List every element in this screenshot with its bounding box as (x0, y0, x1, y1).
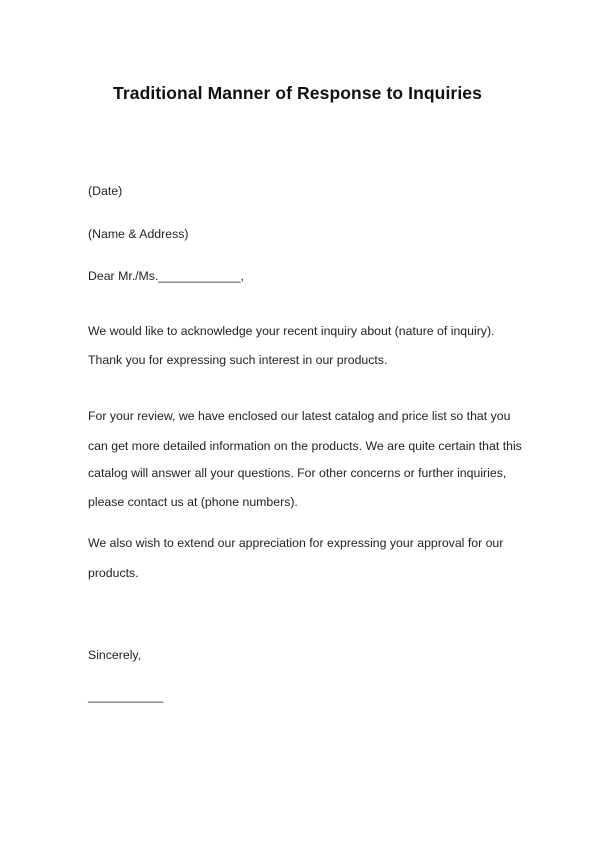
paragraph-2-line-1: For your review, we have enclosed our latest catalog and price list so that you (88, 409, 511, 423)
closing-line: Sincerely, (88, 648, 142, 662)
paragraph-2-line-3: catalog will answer all your questions. For other concerns or further inquiries, (88, 466, 507, 480)
date-line: (Date) (88, 184, 123, 198)
paragraph-2-line-2: can get more detailed information on the products. We are quite certain that this (88, 439, 522, 453)
salutation-line: Dear Mr./Ms.____________, (88, 269, 244, 283)
paragraph-3-line-2: products. (88, 566, 139, 580)
paragraph-2-line-4: please contact us at (phone numbers). (88, 495, 298, 509)
signature-line: ___________ (88, 689, 164, 703)
paragraph-3-line-1: We also wish to extend our appreciation for expressing your approval for our (88, 536, 504, 550)
paragraph-1-line-2: Thank you for expressing such interest in our products. (88, 353, 388, 367)
document-title: Traditional Manner of Response to Inquiries (113, 83, 482, 103)
name-address-line: (Name & Address) (88, 227, 189, 241)
paragraph-1-line-1: We would like to acknowledge your recent inquiry about (nature of inquiry). (88, 324, 495, 338)
